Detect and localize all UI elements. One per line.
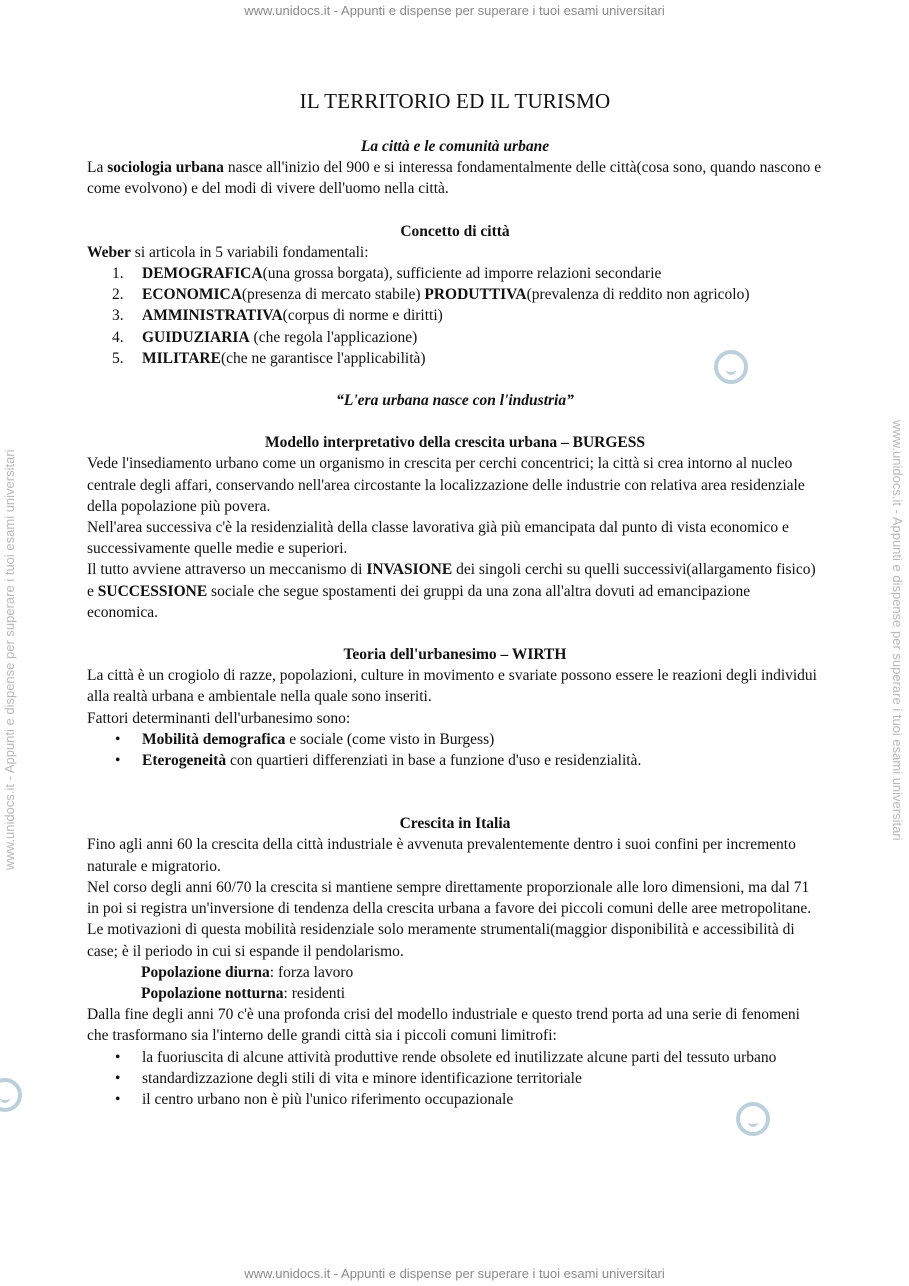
list-item: 4. GUIDUZIARIA (che regola l'applicazione) (112, 328, 418, 346)
paragraph: Le motivazioni di questa mobilità residenziale solo meramente strumentali(maggior disponibilità e accessibilità di case; è il periodo in cui si espande il pendolarismo. (87, 921, 795, 960)
paragraph: Nel corso degli anni 60/70 la crescita si mantiene sempre direttamente proporzionale alle loro dimensioni, ma dal 71 in poi si registra un'inversione di tendenza della crescita urbana a favore dei piccoli comuni delle aree metropolitane. (87, 878, 812, 918)
paragraph: La sociologia urbana nasce all'inizio del 900 e si interessa fondamentalmente delle città(cosa sono, quando nascono e come evolvono) e del modi di vivere dell'uomo nella città. (87, 159, 822, 198)
list-item: • il centro urbano non è più l'unico riferimento occupazionale (115, 1090, 514, 1108)
wirth-factors-list (87, 729, 823, 771)
section-heading-italia: Crescita in Italia (399, 815, 511, 833)
page-title: IL TERRITORIO ED IL TURISMO (299, 89, 611, 113)
list-item: • standardizzazione degli stili di vita e minore identificazione territoriale (115, 1069, 582, 1087)
weber-variables-list (87, 263, 823, 369)
paragraph: La città è un crogiolo di razze, popolazioni, culture in movimento e svariate possono essere le reazioni degli individui alla realtà urbana e ambientale nella quale sono inseriti. (87, 667, 817, 706)
section-heading-citta: La città e le comunità urbane (360, 138, 550, 155)
list-item: 5. MILITARE(che ne garantisce l'applicabilità) (112, 349, 426, 367)
paragraph: Vede l'insediamento urbano come un organismo in crescita per cerchi concentrici; la città si crea intorno al nucleo centrale degli affari, conservando nell'area circostante la localizzazione delle industrie con relativa area residenziale della popolazione più povera. (87, 455, 805, 515)
list-item: • Eterogeneità con quartieri differenziati in base a funzione d'uso e residenzialità. (115, 752, 642, 770)
list-item: 1. DEMOGRAFICA(una grossa borgata), sufficiente ad imporre relazioni secondarie (112, 265, 662, 283)
document-page (87, 87, 823, 1110)
watermark-bottom: www.unidocs.it - Appunti e dispense per superare i tuoi esami universitari (244, 1266, 665, 1281)
paragraph: Fino agli anni 60 la crescita della città industriale è avvenuta prevalentemente dentro i suoi confini per incremento naturale e migratorio. (87, 836, 796, 875)
popolazione-diurna: Popolazione diurna: forza lavoro (141, 963, 354, 981)
paragraph: Nell'area successiva c'è la residenzialità della classe lavorativa già più emancipata dal punto di vista economico e successivamente quelle medie e superiori. (87, 519, 789, 558)
list-item: • Mobilità demografica e sociale (come visto in Burgess) (115, 730, 495, 748)
paragraph: Dalla fine degli anni 70 c'è una profonda crisi del modello industriale e questo trend porta ad una serie di fenomeni che trasformano sia l'interno delle grandi città sia i piccoli comuni limitrofi: (87, 1006, 800, 1045)
quote: “L'era urbana nasce con l'industria” (336, 392, 574, 410)
paragraph: Weber si articola in 5 variabili fondamentali: (87, 243, 369, 261)
section-heading-concetto: Concetto di città (400, 222, 510, 240)
watermark-top: www.unidocs.it - Appunti e dispense per superare i tuoi esami universitari (244, 3, 665, 18)
unidocs-logo-icon (0, 1078, 22, 1112)
paragraph: Fattori determinanti dell'urbanesimo sono: (87, 709, 351, 727)
phenomena-list (87, 1047, 823, 1111)
list-item: 3. AMMINISTRATIVA(corpus di norme e diritti) (112, 307, 443, 325)
list-item: 2. ECONOMICA(presenza di mercato stabile) PRODUTTIVA(prevalenza di reddito non agricolo) (112, 286, 750, 304)
list-item: • la fuoriuscita di alcune attività produttive rende obsolete ed inutilizzate alcune parti del tessuto urbano (115, 1048, 777, 1066)
watermark-right: www.unidocs.it - Appunti e dispense per superare i tuoi esami universitari (890, 420, 905, 841)
watermark-left: www.unidocs.it - Appunti e dispense per superare i tuoi esami universitari (2, 449, 17, 870)
section-heading-burgess: Modello interpretativo della crescita urbana – BURGESS (264, 434, 646, 452)
popolazione-notturna: Popolazione notturna: residenti (141, 984, 346, 1002)
paragraph: Il tutto avviene attraverso un meccanismo di INVASIONE dei singoli cerchi su quelli successivi(allargamento fisico) e SUCCESSIONE sociale che segue spostamenti dei gruppi da una zona all'altra dovuti ad emancipazione economica. (87, 561, 816, 621)
section-heading-wirth: Teoria dell'urbanesimo – WIRTH (343, 646, 567, 664)
